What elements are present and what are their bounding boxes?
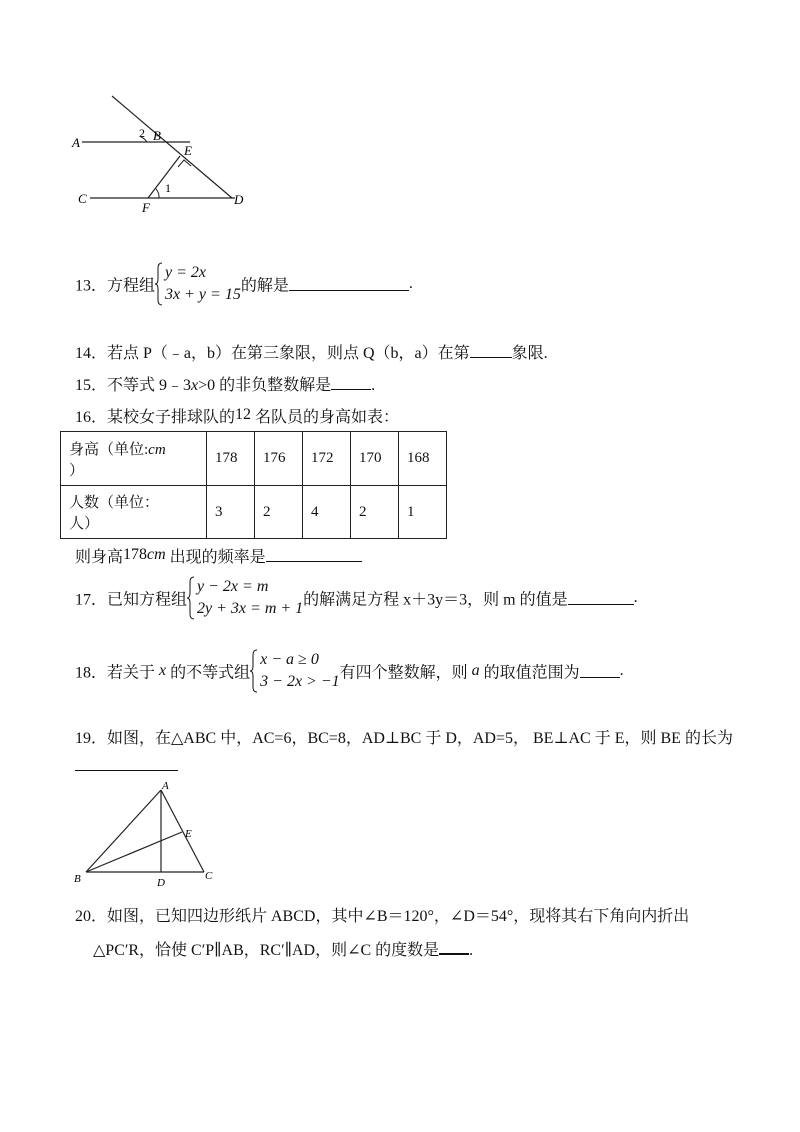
question-16-text: 名队员的身高如表： — [251, 409, 400, 426]
question-20-line-2: △PC′R，恰使 C′P∥AB，RC′∥AD，则∠C 的度数是 — [93, 942, 440, 959]
table-cell: 4 — [303, 486, 351, 539]
question-20-line-1: 20．如图，已知四边形纸片 ABCD，其中∠B＝120°，∠D＝54°，现将其右下角向内折出 — [75, 908, 690, 925]
label-A: A — [162, 782, 169, 792]
question-18-tail: 有四个整数解，则 — [339, 664, 472, 682]
label-E: E — [185, 828, 192, 840]
table-cell: 170 — [351, 432, 399, 486]
answer-blank-14[interactable] — [470, 345, 512, 358]
question-13-stem: 13．方程组 — [75, 277, 156, 295]
question-16-after: 则身高 — [75, 549, 124, 566]
table-cell: 2 — [351, 486, 399, 539]
parallel-lines-figure — [60, 88, 260, 218]
label-C: C — [78, 191, 87, 206]
question-18-ask: 的取值范围为 — [479, 664, 580, 682]
question-20 — [75, 903, 689, 926]
label-E: E — [184, 143, 192, 158]
table-row — [61, 432, 447, 486]
question-18-text: 的不等式组 — [166, 664, 251, 682]
question-17-tail: 的解满足方程 x＋3y＝3，则 m 的值是 — [303, 591, 568, 609]
equation-1: y = 2x — [165, 264, 207, 281]
table-cell: 2 — [255, 486, 303, 539]
unit-cm: cm — [147, 546, 166, 563]
question-19 — [75, 725, 733, 748]
question-17 — [75, 576, 638, 620]
label-D: D — [234, 192, 244, 207]
equation-system — [155, 262, 241, 306]
height-value: 178 — [123, 546, 148, 563]
team-size: 12 — [235, 406, 252, 423]
answer-blank-18[interactable] — [580, 665, 620, 678]
equation-2: 2y + 3x = m + 1 — [197, 600, 304, 617]
inequality-1: x − a ≥ 0 — [260, 651, 319, 668]
variable-x: x — [191, 377, 199, 394]
answer-blank-19[interactable] — [75, 770, 178, 771]
triangle-figure — [68, 782, 228, 892]
label-B: B — [153, 128, 161, 143]
equation-2: 3x + y = 15 — [165, 286, 241, 303]
answer-blank-15[interactable] — [331, 377, 371, 390]
question-18-stem: 18．若关于 — [75, 664, 160, 682]
question-14 — [75, 340, 548, 363]
height-table — [60, 431, 447, 539]
question-17-end: . — [633, 589, 638, 606]
table-cell: 168 — [399, 432, 447, 486]
question-14-tail: 象限. — [511, 345, 548, 362]
table-row — [61, 486, 447, 539]
equation-1: y − 2x = m — [197, 578, 269, 595]
answer-blank-16[interactable] — [266, 549, 362, 562]
question-16-prompt — [75, 544, 362, 567]
inequality-2: 3 − 2x > −1 — [260, 673, 340, 690]
answer-blank-20[interactable] — [439, 941, 469, 955]
label-A: A — [72, 135, 80, 150]
question-16-stem: 16．某校女子排球队的 — [75, 409, 236, 426]
question-16 — [75, 404, 399, 427]
question-13-tail: 的解是 — [240, 277, 289, 295]
question-16-ask: 出现的频率是 — [165, 549, 266, 566]
table-cell: 3 — [207, 486, 255, 539]
question-15-stem: 15．不等式 9﹣3 — [75, 377, 192, 394]
question-15 — [75, 372, 375, 395]
question-19-stem: 19．如图，在△ABC 中，AC=6，BC=8，AD⊥BC 于 D，AD=5， BE⊥AC 于 E，则 BE 的长为 — [75, 730, 733, 747]
variable-a: a — [471, 662, 480, 679]
inequality-system — [250, 649, 340, 693]
question-18-end: . — [619, 662, 624, 679]
question-13-end: . — [408, 275, 413, 292]
table-cell: 178 — [207, 432, 255, 486]
label-C: C — [205, 870, 213, 882]
question-20-end: . — [469, 942, 474, 959]
question-15-end: . — [371, 377, 376, 394]
row-header-count: 人数（单位： 人） — [61, 486, 207, 539]
variable-x: x — [159, 662, 167, 679]
table-cell: 172 — [303, 432, 351, 486]
label-F: F — [142, 200, 150, 215]
label-B: B — [74, 873, 81, 885]
answer-blank-13[interactable] — [289, 278, 409, 291]
question-14-stem: 14．若点 P（﹣a，b）在第三象限，则点 Q（b，a）在第 — [75, 345, 470, 362]
angle-label-2: 2 — [139, 126, 145, 140]
answer-blank-17[interactable] — [568, 592, 634, 605]
angle-label-1: 1 — [165, 181, 171, 195]
question-18 — [75, 649, 624, 693]
label-D: D — [157, 877, 165, 889]
table-cell: 176 — [255, 432, 303, 486]
question-20-cont — [93, 937, 473, 960]
question-17-stem: 17．已知方程组 — [75, 591, 188, 609]
table-cell: 1 — [399, 486, 447, 539]
question-15-text: >0 的非负整数解是 — [198, 377, 332, 394]
equation-system — [187, 576, 303, 620]
question-13 — [75, 262, 413, 306]
row-header-height: 身高（单位:cm ） — [61, 432, 207, 486]
